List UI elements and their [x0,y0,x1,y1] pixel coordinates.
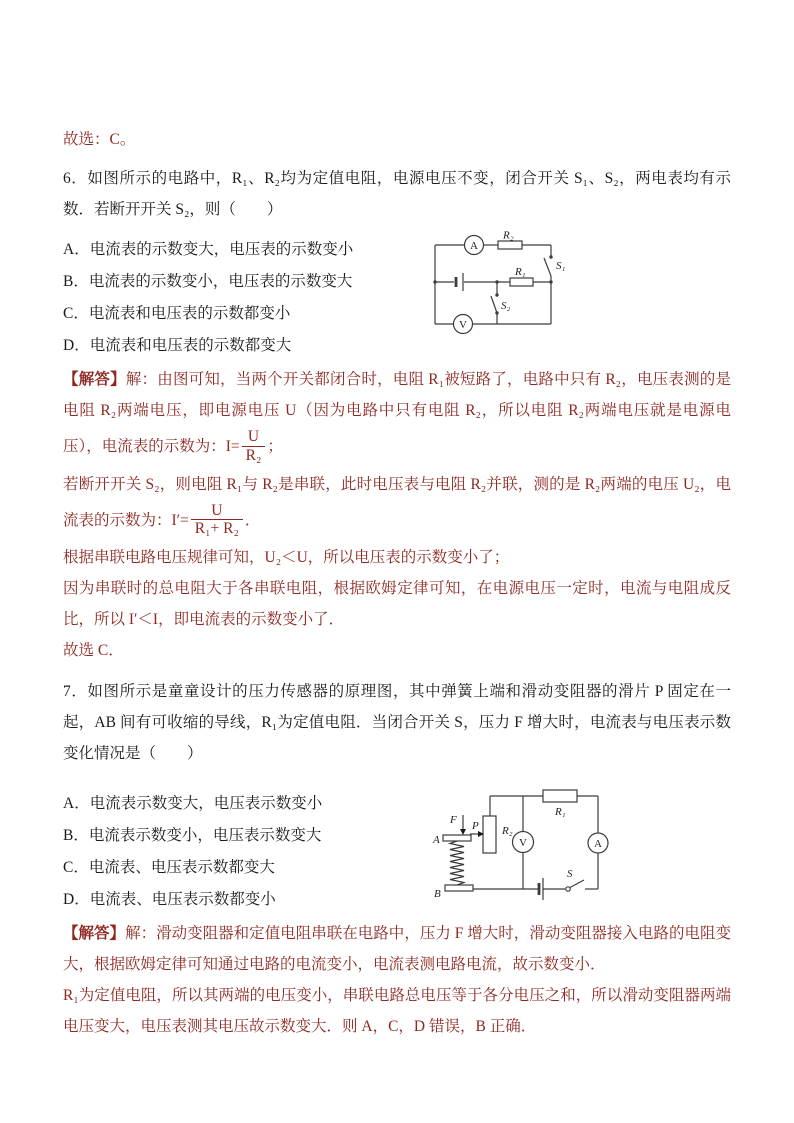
q7-option-c: C．电流表、电压表示数都变大 [63,859,275,877]
switch-label: S [567,868,573,881]
voltmeter-label: V [459,319,467,331]
rheostat-r2-symbol [483,816,513,853]
fraction-i-prime [191,502,243,539]
q6-solution-text2: 若断开开关 S₂，则电阻 R₁与 R₂是串联，此时电压表与电阻 R₂并联，测的是 R₂两端的电压 U₂，电流表的示数为：I′= [63,475,731,529]
prev-answer-line: 故选：C。 [63,131,136,148]
voltmeter-symbol [513,832,534,853]
q7-stem: 7．如图所示是童童设计的压力传感器的原理图，其中弹簧上端和滑动变阻器的滑片 P 固定在一起，AB 间有可收缩的导线，R₁为定值电阻．当闭合开关 S，压力 F 增大时，电流表与电压表示数变化情况是（ ） [63,683,731,763]
q7-option-a: A．电流表示数变大，电压表示数变小 [63,795,323,813]
q7-solution-text1: 解：滑动变阻器和定值电阻串联在电路中，压力 F 增大时，滑动变阻器接入电路的电阻变大，根据欧姆定律可知通过电路的电流变小，电流表测电路电流，故示数变小． [63,925,731,974]
spring-symbol [450,841,464,885]
junction-dot [433,280,436,283]
ammeter-symbol [588,833,608,853]
ammeter-symbol [465,236,484,255]
q6-solution-p1 [63,364,731,469]
q6-option-a: A．电流表的示数变大，电压表的示数变小 [63,241,354,258]
q7-solution-p2: R₁为定值电阻，所以其两端的电压变小，串联电路总电压等于各分电压之和，所以滑动变阻器两端电压变大，电压表测其电压故示数变大．则 A，C，D 错误，B 正确． [63,987,731,1036]
q6-answer-line: 故选 C． [63,642,124,660]
q7-row [63,783,731,916]
switch-s1-symbol [544,255,566,276]
q6-solution-text1-end: ； [267,437,283,455]
q6-solution-p4: 因为串联时的总电阻大于各串联电阻，根据欧姆定律可知，在电源电压一定时，电流与电阻成反比，所以 I′＜I，即电流表的示数变小了． [63,580,731,629]
battery-symbol [456,273,463,291]
fraction-i-equals [242,428,266,465]
q6-option-b: B．电流表的示数变小，电压表的示数变大 [63,273,353,290]
fraction-denominator: R₁+ R₂ [191,519,243,538]
force-arrow [449,814,466,835]
r1-label: R₁ [515,266,526,278]
force-label: F [450,814,457,827]
switch-s2-symbol [491,293,511,314]
q6-option-c: C．电流表和电压表的示数都变小 [63,305,291,322]
q7-option-d: D．电流表、电压表示数都变小 [63,891,276,909]
switch-s-symbol [566,868,584,891]
r2-label: R₂ [503,229,514,242]
r2-label: R₂ [502,825,513,838]
resistor-r1-symbol [510,266,533,286]
q6-solution-p3: 根据串联电路电压规律可知，U₂＜U，所以电压表的示数变小了； [63,549,510,567]
q6-row [63,229,731,362]
fraction-denominator: R₂ [242,446,266,465]
r1-label: R₁ [555,806,566,819]
q6-circuit-diagram [423,229,573,341]
q6-option-d: D．电流表和电压表的示数都变大 [63,337,292,354]
plate-b [434,885,473,900]
s2-label: S₂ [501,300,511,312]
q7-circuit-diagram [428,773,628,908]
q6-solution-text1: 解：由图可知，当两个开关都闭合时，电阻 R₁被短路了，电路中只有 R₂，电压表测的是电阻 R₂两端电压，即电源电压 U（因为电路中只有电阻 R₂，所以电阻 R₂两端电压就是电源电压），电流表的示数为：I= [63,371,731,455]
slider-arrow [470,820,484,837]
resistor-r2-symbol [498,230,522,250]
point-b-label: B [434,888,441,901]
q7-option-b: B．电流表示数变小，电压表示数变大 [63,827,322,845]
resistor-r1-symbol [543,790,577,818]
point-a-label: A [433,834,440,847]
q6-options [63,229,423,362]
q7-solution-p1 [63,918,731,980]
q6-stem: 6．如图所示的电路中，R₁、R₂均为定值电阻，电源电压不变，闭合开关 S₁、S₂，两电表均有示数．若断开开关 S₂，则（ ） [63,170,731,218]
battery-symbol [539,878,543,900]
voltmeter-label: V [519,837,527,850]
fraction-numerator: U [247,428,260,445]
voltmeter-symbol [454,315,473,334]
q7-options [63,783,428,916]
junction-dot [549,280,552,283]
solution-label: 【解答】 [63,925,126,943]
q6-solution-text2-end: ． [244,511,261,529]
fraction-numerator: U [211,501,223,519]
s1-label: S₁ [556,260,566,272]
q6-solution-p2 [63,469,731,543]
ammeter-label: A [470,240,478,252]
junction-dot [495,280,498,283]
solution-label: 【解答】 [63,371,126,388]
slider-label: P [472,820,479,833]
ammeter-label: A [594,838,602,851]
